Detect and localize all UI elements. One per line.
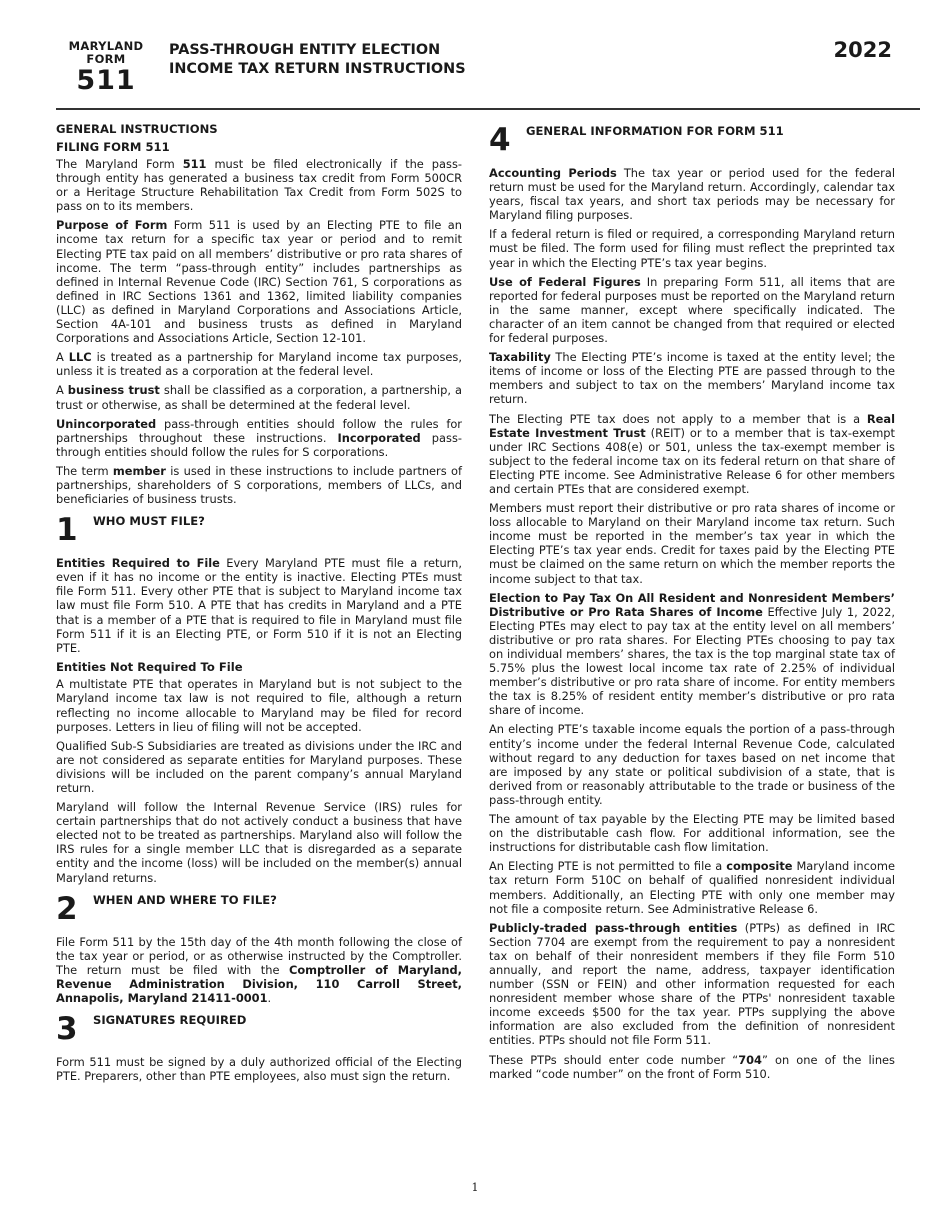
text-run: ” on one of the lines marked “code number” on the front of Form 510. xyxy=(489,1052,895,1081)
section-2-heading xyxy=(56,891,462,929)
bold-run: Election to Pay Tax On All Resident and Nonresident Members’ Distributive or Pro Rata Shares of Income xyxy=(489,590,895,619)
page-number: 1 xyxy=(471,1181,479,1194)
text-run: A xyxy=(56,383,68,398)
not-required-paragraph-2: Qualified Sub-S Subsidiaries are treated as divisions under the IRC and are not considered as separate entities for Maryland purposes. These divisions will be included on the parent company’s annual Maryland return. xyxy=(56,738,462,795)
text-run: In preparing Form 511, all items that are reported for federal purposes must be reported on the Maryland return in the same manner, except where specifically indicated. The character of an item cannot be changed from that required or elected for federal purposes. xyxy=(489,274,896,346)
section-title: SIGNATURES REQUIRED xyxy=(93,1013,247,1028)
form-badge xyxy=(58,40,154,96)
title-line-2: INCOME TAX RETURN INSTRUCTIONS xyxy=(169,60,466,77)
tax-year: 2022 xyxy=(833,38,892,62)
bold-run: Unincorporated xyxy=(56,416,157,431)
purpose-paragraph xyxy=(56,218,462,345)
form-label: FORM xyxy=(86,52,126,66)
text-run: is treated as a partnership for Maryland income tax purposes, unless it is treated as a corporation at the federal level. xyxy=(56,350,462,379)
section-number: 4 xyxy=(489,122,511,158)
text-run: . xyxy=(267,991,272,1005)
bold-run: 511 xyxy=(182,157,207,171)
section-title: WHO MUST FILE? xyxy=(93,514,205,529)
section-4-heading xyxy=(489,122,895,160)
purpose-label: Purpose of Form xyxy=(56,218,168,233)
bold-run: LLC xyxy=(68,350,92,365)
not-required-paragraph-1: A multistate PTE that operates in Maryland but is not subject to the Maryland income tax law is not required to file, although a return reflecting no income allocable to Maryland may be filed for record purposes. Letters in lieu of filing will not be accepted. xyxy=(56,677,462,734)
bold-run: business trust xyxy=(67,383,160,398)
text-run: Effective July 1, 2022, Electing PTEs may elect to pay tax at the entity level on all members’ distributive or pro rata shares. For Electing PTEs choosing to pay tax on individual members’ shares, the tax is the top marginal state tax of 5.75% plus the lowest local income tax rate of 2.25% of individual member’s distributive or pro rata share of income. For entity members the tax is 8.25% of resident entity member’s distributive or pro rata share of income. xyxy=(489,604,895,718)
section-title: GENERAL INFORMATION FOR FORM 511 xyxy=(526,124,784,138)
text-run: An Electing PTE is not permitted to file a xyxy=(489,859,727,874)
filing-paragraph xyxy=(56,157,462,213)
text-run: A xyxy=(56,350,69,365)
bold-run: Accounting Periods xyxy=(489,166,617,180)
bold-run: 704 xyxy=(738,1052,762,1067)
business-trust-paragraph xyxy=(56,383,462,411)
ptp-paragraph xyxy=(489,921,895,1048)
section-1-heading xyxy=(56,512,462,550)
entities-not-required-heading: Entities Not Required To File xyxy=(56,659,243,674)
right-column xyxy=(489,122,895,1086)
section-title: WHEN AND WHERE TO FILE? xyxy=(93,892,277,907)
text-run: pass-through entities should follow the rules for S corporations. xyxy=(56,430,462,459)
bold-run: Comptroller of Maryland, Revenue Administration Division, 110 Carroll Street, Annapolis, Maryland 21411-0001 xyxy=(56,962,462,1005)
text-run: (REIT) or to a member that is tax-exempt under IRC Sections 408(e) or 501, unless the tax-exempt member is subject to the federal income tax on its federal return on that share of Electing PTE income. See Administrative Release 6 for other members and certain PTEs that are considered exempt. xyxy=(489,425,896,496)
text-run: shall be classified as a corporation, a partnership, a trust or otherwise, as shall be determined at the federal level. xyxy=(56,383,462,412)
text-run: The tax year or period used for the federal return must be used for the Maryland return. Accordingly, calendar tax years, fiscal tax years, and short tax periods may be necessary for Maryland filing purposes. xyxy=(489,166,896,223)
text-run: pass-through entities should follow the rules for partnerships throughout these instructions. xyxy=(56,416,462,445)
text-run: Maryland income tax return Form 510C on behalf of qualified nonresident individual members. Additionally, an Electing PTE with only one member may not file a composite return. See Administrative Release 6. xyxy=(489,859,895,916)
text-run: Form 511 is used by an Electing PTE to file an income tax return for a specific tax year or period and to remit Electing PTE tax paid on all members’ distributive or pro rata shares of income. The term “pass-through entity” includes partnerships as defined in Internal Revenue Code (IRC) Section 761, S corporations as defined in IRC Sections 1361 and 1362, limited liability companies (LLC) as defined in Maryland Corporations and Associations Article, Section 4A-101 and business trusts as defined in Maryland Corporations and Associations Article, Section 12-101. xyxy=(56,218,462,346)
section-number: 1 xyxy=(56,512,78,549)
taxability-paragraph xyxy=(489,350,895,406)
form-state: MARYLAND xyxy=(68,39,144,53)
bold-run: member xyxy=(112,463,166,478)
not-required-paragraph-3: Maryland will follow the Internal Revenue Service (IRS) rules for certain partnerships that do not actively conduct a business that have elected not to be treated as partnerships. Maryland also will follow the IRS rules for a single member LLC that is disregarded as a separate entity and the income (loss) will be included on the member(s) annual Maryland returns. xyxy=(56,800,462,885)
code-number-paragraph xyxy=(489,1053,895,1081)
text-run: The term xyxy=(56,463,113,478)
text-run: The Maryland Form xyxy=(56,157,183,171)
general-instructions-heading: GENERAL INSTRUCTIONS xyxy=(56,122,218,136)
entities-required-paragraph xyxy=(56,556,462,655)
text-run: must be filed electronically if the pass-through entity has generated a business tax credit from Form 500CR or a Heritage Structure Rehabilitation Tax Credit from Form 502S to pass on to its members. xyxy=(56,157,462,214)
text-run: (PTPs) as defined in IRC Section 7704 are exempt from the requirement to pay a nonresident tax on behalf of their nonresident members if they file Form 510 annually, and report the name, address, taxpayer identification number (SSN or FEIN) and other information requested for each nonresident member whose share of the PTPs' nonresident taxable income exceeds $500 for the tax year. PTPs supplying the above information are also excluded from the definition of nonresident entities. PTPs should not file Form 511. xyxy=(489,920,896,1048)
bold-run: Incorporated xyxy=(337,430,421,445)
form-number: 511 xyxy=(76,65,136,96)
federal-return-paragraph: If a federal return is filed or required, a corresponding Maryland return must be filed. The form used for filing must reflect the preprinted tax year in which the Electing PTE’s tax year begins. xyxy=(489,227,895,270)
section-3-heading xyxy=(56,1011,462,1049)
text-run: File Form 511 by the 15th day of the 4th month following the close of the tax year or period, or as otherwise instructed by the Comptroller. The return must be filed with the xyxy=(56,934,462,977)
unincorporated-paragraph xyxy=(56,417,462,459)
section-number: 3 xyxy=(56,1011,78,1048)
signatures-paragraph: Form 511 must be signed by a duly authorized official of the Electing PTE. Preparers, other than PTE employees, also must sign the return. xyxy=(56,1055,462,1084)
bold-run: composite xyxy=(726,859,793,874)
page-title xyxy=(169,41,466,78)
when-where-paragraph xyxy=(56,935,462,1005)
text-run: is used in these instructions to include partners of partnerships, shareholders of S corporations, members of LLCs, and beneficiaries of business trusts. xyxy=(56,463,462,507)
election-paragraph xyxy=(489,591,895,718)
text-run: The Electing PTE’s income is taxed at the entity level; the items of income or loss of the Electing PTE are passed through to the members and subject to tax on the members’ Maryland income tax return. xyxy=(489,350,895,407)
reit-paragraph xyxy=(489,412,895,497)
left-column xyxy=(56,122,462,1088)
bold-run: Real Estate Investment Trust xyxy=(489,411,895,440)
text-run: The Electing PTE tax does not apply to a member that is a xyxy=(489,411,867,426)
title-line-1: PASS-THROUGH ENTITY ELECTION xyxy=(169,42,441,58)
filing-form-heading: FILING FORM 511 xyxy=(56,139,170,154)
text-run: Every Maryland PTE must file a return, even if it has no income or the entity is inactive. Electing PTEs must file Form 511. Every other PTE that is subject to Maryland income tax law must file Form 510. A PTE that has credits in Maryland and a PTE that is a member of a PTE that is required to file in Maryland must file Form 511 if it is an Electing PTE, or Form 510 if it is not an Electing PTE. xyxy=(56,556,462,655)
composite-paragraph xyxy=(489,859,895,915)
taxable-income-paragraph: An electing PTE’s taxable income equals the portion of a pass-through entity’s income under the federal Internal Revenue Code, calculated without regard to any deduction for taxes based on net income that are imposed by any state or political subdivision of a state, that is derived from or reasonably attributable to the trade or business of the pass-through entity. xyxy=(489,722,895,807)
bold-run: Entities Required to File xyxy=(56,556,220,571)
section-number: 2 xyxy=(56,890,78,927)
text-run: These PTPs should enter code number “ xyxy=(489,1052,739,1067)
limitation-paragraph: The amount of tax payable by the Electing PTE may be limited based on the distributable cash flow. For additional information, see the instructions for distributable cash flow limitation. xyxy=(489,812,895,855)
accounting-periods-paragraph xyxy=(489,166,895,222)
federal-figures-paragraph xyxy=(489,275,895,345)
llc-paragraph xyxy=(56,350,462,378)
member-paragraph xyxy=(56,464,462,506)
page-header xyxy=(0,0,950,112)
header-rule xyxy=(56,108,920,110)
bold-run: Taxability xyxy=(489,350,551,365)
members-paragraph: Members must report their distributive or pro rata shares of income or loss allocable to Maryland on their Maryland income tax return. Such income must be reported in the member’s tax year in which the Electing PTE’s tax year ends. Credit for taxes paid by the Electing PTE must be claimed on the same return on which the member reports the income subject to that tax. xyxy=(489,501,895,586)
bold-run: Use of Federal Figures xyxy=(489,274,641,289)
bold-run: Publicly-traded pass-through entities xyxy=(489,920,738,935)
